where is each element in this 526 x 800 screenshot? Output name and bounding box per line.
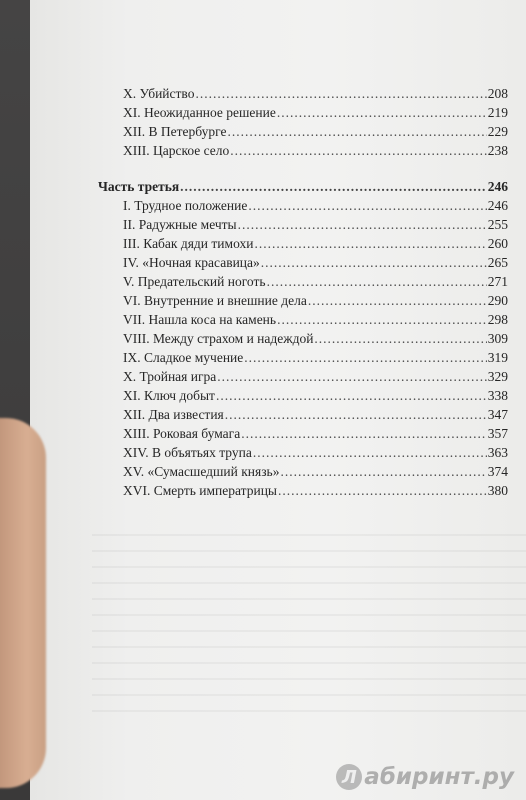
toc-entry [98, 215, 508, 234]
toc-entry-page: 363 [487, 445, 508, 460]
leader-dots [267, 272, 487, 291]
toc-entry-title: VII. Нашла коса на камень [123, 312, 277, 327]
toc-entry-page: 255 [487, 217, 508, 232]
toc-entry [98, 196, 508, 215]
toc-entry-page: 309 [487, 331, 508, 346]
leader-dots [230, 141, 486, 160]
toc-entry-title: II. Радужные мечты [123, 217, 237, 232]
toc-entry-title: XI. Ключ добыт [123, 388, 215, 403]
toc-entry-title: IV. «Ночная красавица» [123, 255, 260, 270]
toc-entry [98, 424, 508, 443]
toc-part-heading [98, 177, 508, 196]
toc-entry-title: XII. В Петербурге [123, 124, 227, 139]
toc-entry-page: 265 [487, 255, 508, 270]
leader-dots [277, 310, 487, 329]
watermark-badge: Л [336, 764, 362, 790]
toc-entry [98, 348, 508, 367]
leader-dots [217, 367, 486, 386]
thumb [0, 418, 46, 788]
toc-entry-page: 347 [487, 407, 508, 422]
toc-entry-title: XIV. В объятьях трупа [123, 445, 252, 460]
toc-entry-title: XIII. Царское село [123, 143, 230, 158]
toc-part-page: 246 [487, 179, 508, 194]
toc-entry-page: 338 [487, 388, 508, 403]
watermark [336, 764, 514, 790]
leader-dots [216, 386, 487, 405]
watermark-text: абиринт.ру [364, 764, 514, 790]
toc-entry-page: 238 [487, 143, 508, 158]
toc-entry-title: VIII. Между страхом и надеждой [123, 331, 314, 346]
toc-entry-title: XI. Неожиданное решение [123, 105, 276, 120]
toc-entry [98, 103, 508, 122]
leader-dots [280, 462, 486, 481]
toc-entry [98, 405, 508, 424]
toc-entry-title: XII. Два известия [123, 407, 224, 422]
toc-entry-title: V. Предательский ноготь [123, 274, 266, 289]
toc-entry-page: 319 [487, 350, 508, 365]
toc-entry-page: 219 [487, 105, 508, 120]
leader-dots [248, 196, 486, 215]
toc-entry [98, 141, 508, 160]
leader-dots [278, 481, 487, 500]
toc-entry-page: 298 [487, 312, 508, 327]
toc-entry [98, 310, 508, 329]
toc-entry-title: X. Убийство [123, 86, 195, 101]
leader-dots [241, 424, 487, 443]
toc-entry [98, 122, 508, 141]
toc-entry [98, 291, 508, 310]
toc-entry-page: 260 [487, 236, 508, 251]
book-page [30, 0, 526, 800]
toc-entry-page: 290 [487, 293, 508, 308]
leader-dots [244, 348, 486, 367]
table-of-contents [98, 84, 508, 500]
toc-entry-page: 380 [487, 483, 508, 498]
leader-dots [308, 291, 487, 310]
toc-entry-title: XIII. Роковая бумага [123, 426, 241, 441]
bleed-through-text [92, 520, 526, 720]
leader-dots [195, 84, 486, 103]
leader-dots [238, 215, 487, 234]
toc-entry-title: VI. Внутренние и внешние дела [123, 293, 307, 308]
toc-entry-page: 329 [487, 369, 508, 384]
toc-entry [98, 386, 508, 405]
toc-entry [98, 329, 508, 348]
toc-entry [98, 234, 508, 253]
toc-entry [98, 84, 508, 103]
toc-entry [98, 443, 508, 462]
leader-dots [261, 253, 487, 272]
toc-entry-page: 357 [487, 426, 508, 441]
toc-entry-page: 374 [487, 464, 508, 479]
leader-dots [314, 329, 486, 348]
leader-dots [225, 405, 487, 424]
toc-entry-title: XVI. Смерть императрицы [123, 483, 277, 498]
toc-entry-title: X. Тройная игра [123, 369, 217, 384]
toc-entry [98, 272, 508, 291]
toc-entry [98, 367, 508, 386]
toc-entry-title: I. Трудное положение [123, 198, 248, 213]
toc-entry [98, 253, 508, 272]
toc-entry [98, 462, 508, 481]
leader-dots [277, 103, 487, 122]
toc-entry-page: 271 [487, 274, 508, 289]
toc-part-title: Часть третья [98, 179, 180, 194]
leader-dots [254, 234, 486, 253]
toc-entry-title: III. Кабак дяди тимохи [123, 236, 254, 251]
toc-entry [98, 481, 508, 500]
toc-entry-page: 246 [487, 198, 508, 213]
toc-entry-page: 208 [487, 86, 508, 101]
toc-entry-title: IX. Сладкое мучение [123, 350, 244, 365]
leader-dots [180, 177, 487, 196]
leader-dots [253, 443, 487, 462]
leader-dots [227, 122, 486, 141]
toc-entry-page: 229 [487, 124, 508, 139]
toc-entry-title: XV. «Сумасшедший князь» [123, 464, 280, 479]
